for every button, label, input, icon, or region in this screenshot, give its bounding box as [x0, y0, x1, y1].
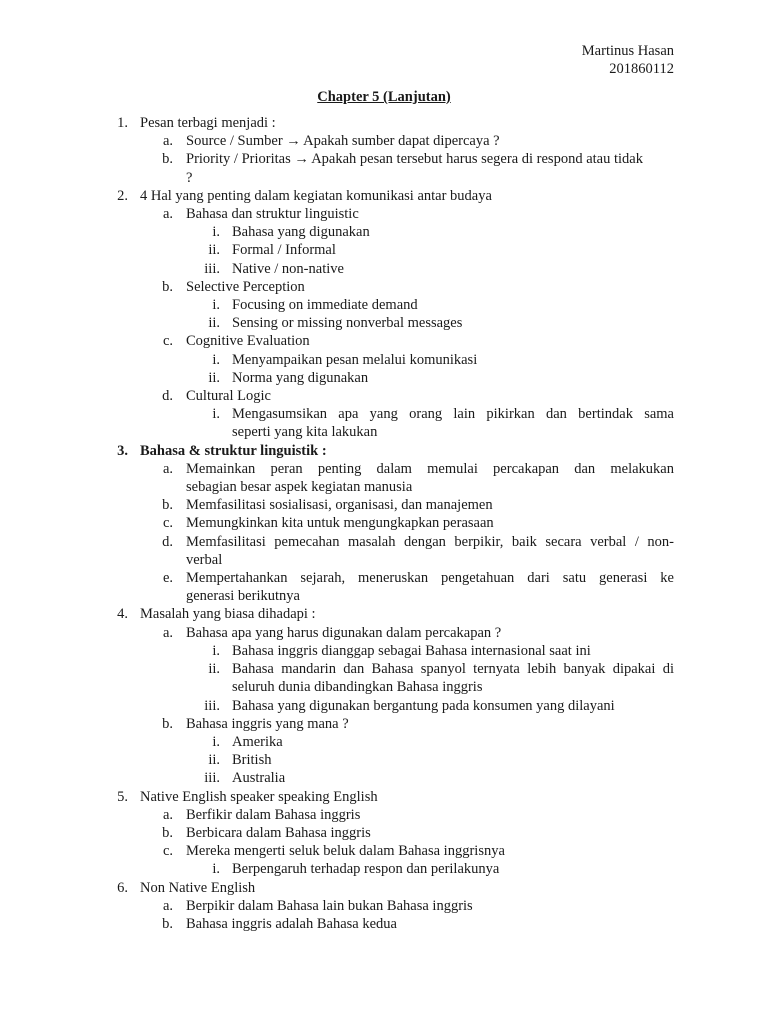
author-header	[582, 42, 674, 78]
list-roman: i.	[212, 861, 220, 878]
list-text: Native English speaker speaking English	[140, 788, 378, 805]
list-text: British	[232, 752, 272, 769]
list-roman: ii.	[208, 752, 220, 769]
list-text: Memfasilitasi sosialisasi, organisasi, dan manajemen	[186, 497, 493, 514]
list-item-continuation	[0, 478, 768, 496]
list-text: Bahasa & struktur linguistik :	[140, 442, 327, 459]
list-roman: ii.	[208, 369, 220, 386]
list-number: 4.	[117, 606, 128, 623]
list-item	[0, 460, 768, 478]
list-item-continuation	[0, 423, 768, 441]
list-text: Berfikir dalam Bahasa inggris	[186, 806, 361, 823]
list-roman: i.	[212, 642, 220, 659]
list-item	[0, 132, 768, 150]
list-text: Cognitive Evaluation	[186, 333, 310, 350]
list-item	[0, 824, 768, 842]
list-letter: d.	[162, 533, 173, 550]
list-text: Pesan terbagi menjadi :	[140, 115, 276, 131]
list-text: Mempertahankan sejarah, meneruskan pengetahuan dari satu generasi ke	[186, 570, 674, 587]
list-text: Memfasilitasi pemecahan masalah dengan berpikir, baik secara verbal / non-	[186, 533, 674, 550]
list-text: Source / Sumber → Apakah sumber dapat dipercaya ?	[186, 133, 500, 150]
list-item	[0, 533, 768, 551]
list-item	[0, 569, 768, 587]
list-item	[0, 788, 768, 806]
list-text: Berpengaruh terhadap respon dan perilakunya	[232, 861, 500, 878]
list-item	[0, 751, 768, 769]
list-item-continuation	[0, 587, 768, 605]
list-item	[0, 314, 768, 332]
list-text: Bahasa inggris adalah Bahasa kedua	[186, 915, 397, 932]
list-roman: ii.	[208, 242, 220, 259]
list-roman: iii.	[204, 697, 220, 714]
list-text: Amerika	[232, 733, 283, 750]
list-text: Bahasa mandarin dan Bahasa spanyol ternyata lebih banyak dipakai di	[232, 661, 674, 678]
list-letter: c.	[162, 843, 173, 860]
right-arrow-icon: →	[286, 133, 301, 150]
list-letter: a.	[162, 624, 173, 641]
list-letter: b.	[162, 151, 173, 168]
list-item	[0, 806, 768, 824]
list-roman: iii.	[204, 770, 220, 787]
list-item	[0, 842, 768, 860]
list-item	[0, 860, 768, 878]
list-text: Berbicara dalam Bahasa inggris	[186, 824, 371, 841]
list-text: verbal	[186, 551, 223, 568]
list-item	[0, 260, 768, 278]
list-text: ?	[186, 169, 193, 186]
list-item-continuation	[0, 551, 768, 569]
list-letter: a.	[162, 133, 173, 150]
list-item	[0, 496, 768, 514]
list-text: Menyampaikan pesan melalui komunikasi	[232, 351, 478, 368]
list-text: Bahasa dan struktur linguistic	[186, 206, 359, 223]
list-text: Bahasa yang digunakan	[232, 224, 370, 241]
list-text: Bahasa inggris yang mana ?	[186, 715, 349, 732]
list-text: Cultural Logic	[186, 388, 271, 405]
list-letter: b.	[162, 497, 173, 514]
list-roman: i.	[212, 733, 220, 750]
list-item	[0, 897, 768, 915]
list-item	[0, 114, 768, 132]
list-text: Masalah yang biasa dihadapi :	[140, 606, 316, 623]
list-item	[0, 296, 768, 314]
list-text: Berpikir dalam Bahasa lain bukan Bahasa inggris	[186, 897, 473, 914]
list-letter: a.	[162, 206, 173, 223]
list-letter: c.	[162, 515, 173, 532]
list-item	[0, 915, 768, 933]
list-text: Norma yang digunakan	[232, 369, 369, 386]
list-text: Mengasumsikan apa yang orang lain pikirkan dan bertindak sama	[232, 406, 674, 423]
list-text: Bahasa inggris dianggap sebagai Bahasa internasional saat ini	[232, 642, 591, 659]
page-title: Chapter 5 (Lanjutan)	[317, 89, 451, 105]
list-item	[0, 514, 768, 532]
list-text: seperti yang kita lakukan	[232, 424, 378, 441]
list-letter: b.	[162, 915, 173, 932]
list-item	[0, 697, 768, 715]
list-letter: a.	[162, 806, 173, 823]
list-item	[0, 278, 768, 296]
list-text: Mereka mengerti seluk beluk dalam Bahasa inggrisnya	[186, 843, 505, 860]
list-item	[0, 715, 768, 733]
list-item	[0, 442, 768, 460]
list-text: Sensing or missing nonverbal messages	[232, 315, 463, 332]
list-item	[0, 387, 768, 405]
list-number: 6.	[117, 879, 128, 896]
list-item	[0, 642, 768, 660]
list-item	[0, 369, 768, 387]
list-item	[0, 332, 768, 350]
list-roman: i.	[212, 297, 220, 314]
list-text: Memungkinkan kita untuk mengungkapkan perasaan	[186, 515, 494, 532]
list-roman: i.	[212, 224, 220, 241]
list-letter: a.	[162, 460, 173, 477]
list-text: generasi berikutnya	[186, 588, 300, 605]
list-letter: d.	[162, 388, 173, 405]
list-roman: ii.	[208, 661, 220, 678]
list-text: Formal / Informal	[232, 242, 336, 259]
list-text: seluruh dunia dibandingkan Bahasa inggris	[232, 679, 483, 696]
list-number: 2.	[117, 187, 128, 204]
list-item	[0, 733, 768, 751]
list-text: Bahasa apa yang harus digunakan dalam percakapan ?	[186, 624, 502, 641]
list-letter: b.	[162, 278, 173, 295]
list-item	[0, 241, 768, 259]
list-letter: b.	[162, 715, 173, 732]
list-letter: a.	[162, 897, 173, 914]
list-item	[0, 405, 768, 423]
list-item	[0, 769, 768, 787]
list-text: Memainkan peran penting dalam memulai percakapan dan melakukan	[186, 460, 674, 477]
author-name: Martinus Hasan	[581, 43, 674, 59]
list-letter: b.	[162, 824, 173, 841]
list-item	[0, 205, 768, 223]
list-text: sebagian besar aspek kegiatan manusia	[186, 479, 413, 496]
list-roman: ii.	[208, 315, 220, 332]
list-letter: c.	[162, 333, 173, 350]
list-number: 1.	[117, 115, 128, 131]
list-item	[0, 351, 768, 369]
list-item	[0, 660, 768, 678]
list-text: Priority / Prioritas → Apakah pesan tersebut harus segera di respond atau tidak	[186, 151, 643, 168]
list-roman: iii.	[204, 260, 220, 277]
list-text: Focusing on immediate demand	[232, 297, 418, 314]
list-number: 5.	[117, 788, 128, 805]
list-text: Non Native English	[140, 879, 256, 896]
right-arrow-icon: →	[294, 151, 309, 168]
list-item	[0, 624, 768, 642]
list-item-continuation	[0, 678, 768, 696]
list-item	[0, 150, 768, 168]
list-text: Australia	[232, 770, 286, 787]
list-text: Bahasa yang digunakan bergantung pada konsumen yang dilayani	[232, 697, 615, 714]
list-letter: e.	[162, 570, 173, 587]
document-body	[0, 114, 768, 933]
list-item	[0, 223, 768, 241]
list-item	[0, 879, 768, 897]
list-item	[0, 187, 768, 205]
list-text: Native / non-native	[232, 260, 344, 277]
list-roman: i.	[212, 406, 220, 423]
list-item-continuation	[0, 169, 768, 187]
list-text: 4 Hal yang penting dalam kegiatan komunikasi antar budaya	[140, 187, 492, 204]
list-item	[0, 605, 768, 623]
student-id: 201860112	[609, 61, 674, 77]
list-number: 3.	[117, 442, 128, 459]
list-text: Selective Perception	[186, 278, 305, 295]
list-roman: i.	[212, 351, 220, 368]
